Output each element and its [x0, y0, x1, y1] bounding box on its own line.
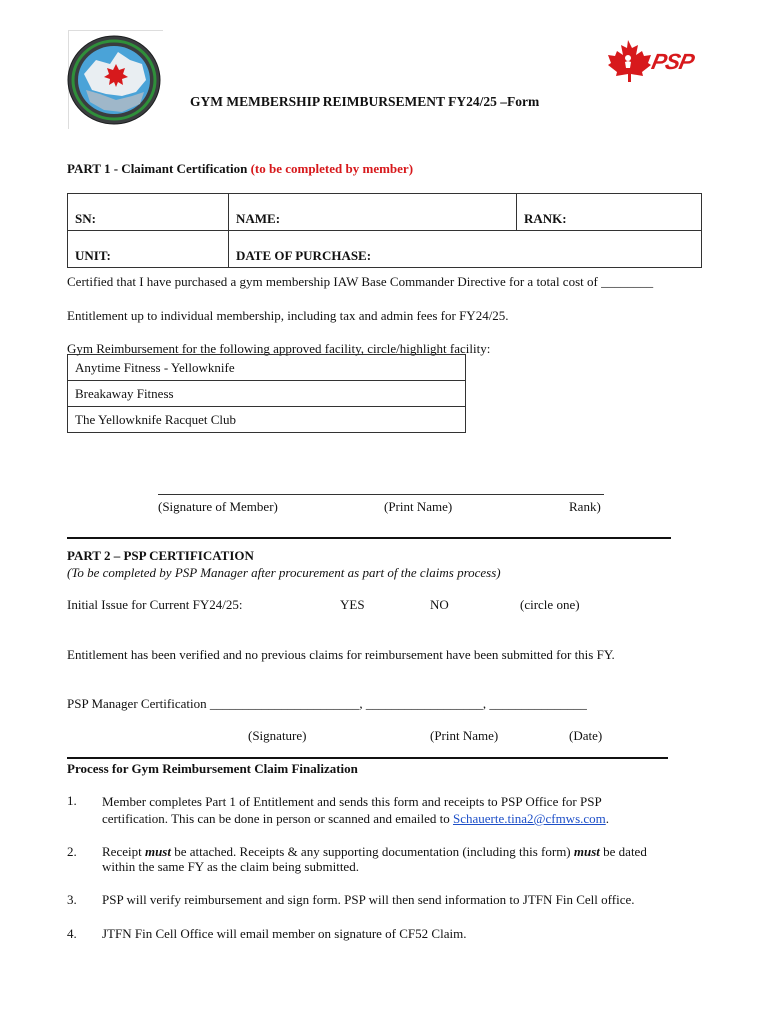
- emphasis-must: must: [144, 844, 171, 859]
- emphasis-must: must: [573, 844, 600, 859]
- table-row: [68, 194, 702, 231]
- facility-intro: Gym Reimbursement for the following approved facility, circle/highlight facility:: [67, 341, 491, 356]
- facility-list: [67, 354, 466, 433]
- part1-heading-note: (to be completed by member): [250, 161, 414, 176]
- sn-field[interactable]: SN:: [68, 194, 229, 231]
- section-divider: [67, 757, 668, 759]
- process-item-1: [102, 793, 609, 827]
- process-item-2: [102, 844, 647, 874]
- part1-heading: [67, 161, 413, 177]
- date-of-purchase-field[interactable]: DATE OF PURCHASE:: [229, 231, 702, 268]
- psp-logo-text: PSP: [649, 49, 696, 74]
- email-link[interactable]: Schauerte.tina2@cfmws.com: [453, 811, 606, 826]
- process-item-3: PSP will verify reimbursement and sign form. PSP will then send information to JTFN Fin Cell office.: [102, 892, 635, 907]
- rank-label: Rank): [569, 499, 601, 514]
- jtfn-crest-icon: [66, 34, 162, 126]
- no-option[interactable]: NO: [430, 597, 449, 612]
- process-item-4: JTFN Fin Cell Office will email member on signature of CF52 Claim.: [102, 926, 467, 941]
- part1-heading-label: PART 1 - Claimant Certification: [67, 161, 251, 176]
- circle-one-note: (circle one): [520, 597, 580, 612]
- process-item-2-text: Receipt: [102, 844, 145, 859]
- entitlement-statement: Entitlement up to individual membership, including tax and admin fees for FY24/25.: [67, 308, 509, 323]
- process-item-number: 4.: [67, 926, 77, 941]
- process-item-1-line2: [102, 810, 609, 827]
- process-heading: Process for Gym Reimbursement Claim Finalization: [67, 761, 358, 776]
- process-item-1-text: certification. This can be done in person or scanned and emailed to: [102, 811, 453, 826]
- rank-field[interactable]: RANK:: [517, 194, 702, 231]
- process-item-2-text: be dated: [599, 844, 647, 859]
- facility-option[interactable]: Breakaway Fitness: [68, 381, 465, 407]
- table-row: [68, 231, 702, 268]
- part2-heading: PART 2 – PSP CERTIFICATION: [67, 548, 254, 563]
- print-name-label: (Print Name): [384, 499, 453, 514]
- member-signature-line[interactable]: [158, 494, 604, 495]
- process-item-number: 3.: [67, 892, 77, 907]
- manager-print-name-label: (Print Name): [430, 728, 499, 743]
- part2-subheading: (To be completed by PSP Manager after procurement as part of the claims process): [67, 565, 501, 580]
- page-title: GYM MEMBERSHIP REIMBURSEMENT FY24/25 –Form: [190, 94, 540, 109]
- initial-issue-label: Initial Issue for Current FY24/25:: [67, 597, 243, 612]
- process-item-number: 1.: [67, 793, 77, 808]
- yes-option[interactable]: YES: [340, 597, 365, 612]
- facility-option[interactable]: The Yellowknife Racquet Club: [75, 412, 237, 427]
- facility-option[interactable]: Anytime Fitness - Yellowknife: [68, 355, 465, 381]
- process-item-2-text: be attached. Receipts & any supporting documentation (including this form): [170, 844, 574, 859]
- claimant-info-table: [67, 193, 702, 268]
- process-item-number: 2.: [67, 844, 77, 859]
- section-divider: [67, 537, 671, 539]
- certified-statement: Certified that I have purchased a gym membership IAW Base Commander Directive for a total cost of ________: [67, 274, 654, 289]
- process-item-1-line1: Member completes Part 1 of Entitlement and sends this form and receipts to PSP Office for PSP: [102, 794, 602, 809]
- verified-statement: Entitlement has been verified and no previous claims for reimbursement have been submitted for this FY.: [67, 647, 615, 662]
- name-field[interactable]: NAME:: [229, 194, 517, 231]
- process-item-1-end: .: [605, 811, 610, 826]
- manager-date-label: (Date): [569, 728, 603, 743]
- manager-certification-line[interactable]: PSP Manager Certification _______________________, __________________, _______________: [67, 696, 587, 711]
- process-item-2-line2: within the same FY as the claim being submitted.: [102, 859, 359, 874]
- unit-field[interactable]: UNIT:: [68, 231, 229, 268]
- manager-signature-label: (Signature): [248, 728, 307, 743]
- process-item-2-line1: [102, 844, 647, 859]
- signature-of-member-label: (Signature of Member): [158, 499, 278, 514]
